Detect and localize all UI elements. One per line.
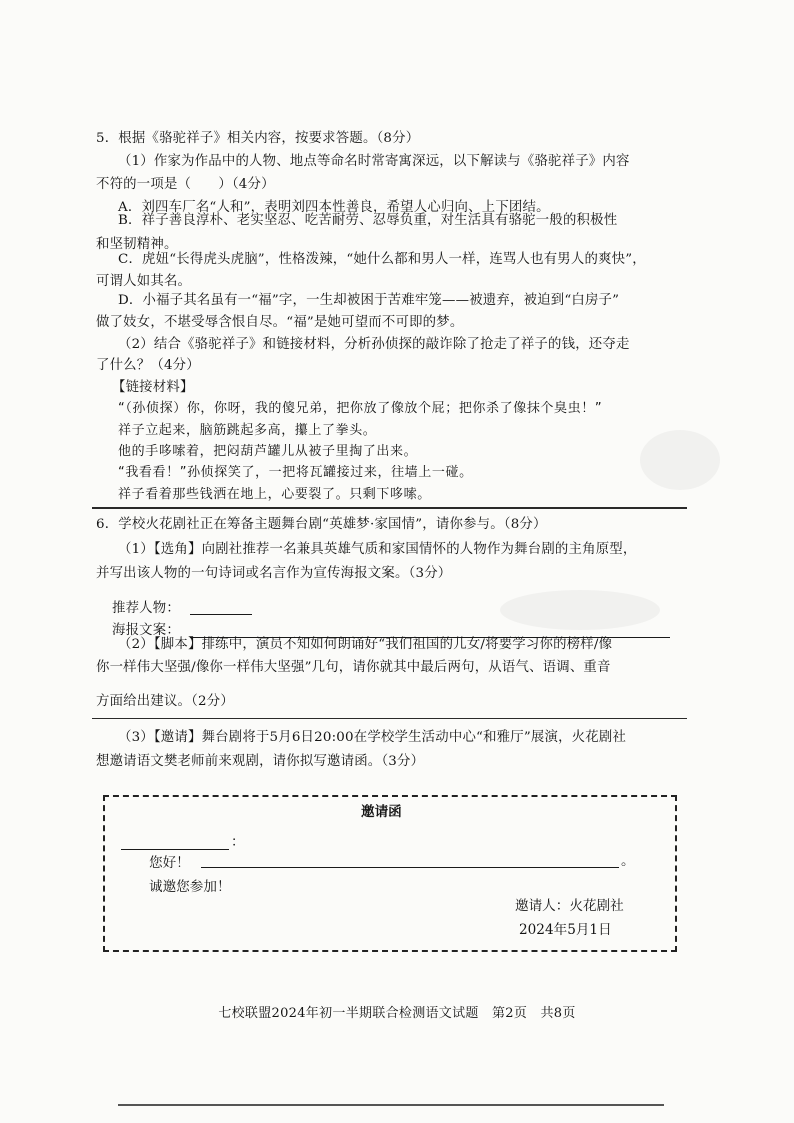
q5-part2-line2: 了什么？（4分） (96, 358, 200, 373)
section-divider (92, 718, 687, 719)
q5-part1-line2: 不符的一项是（ ）（4分） (96, 177, 275, 192)
material-line: 祥子立起来，脑筋跳起多高，攥上了拳头。 (118, 423, 377, 438)
invitation-date: 2024年5月1日 (519, 922, 612, 938)
q5-option-d-line2: 做了妓女，不堪受辱含恨自尽。“福”是她可望而不可即的梦。 (96, 315, 464, 330)
q5-option-c-line2: 可谓人如其名。 (96, 274, 192, 289)
poster-label: 海报文案： (112, 623, 180, 638)
q5-option-b-line2: 和坚韧精神。 (96, 237, 178, 252)
invitation-title: 邀请函 (361, 804, 402, 820)
body-period: 。 (621, 853, 635, 869)
q5-option-d-line1: D．小福子其名虽有一“福”字，一生却被困于苦难牢笼——被遗弃，被迫到“白房子” (118, 293, 620, 308)
q5-part2-line1: （2）结合《骆驼祥子》和链接材料，分析孙侦探的敲诈除了抢走了祥子的钱，还夺走 (118, 337, 630, 352)
scan-edge (118, 1104, 664, 1106)
material-line: 他的手哆嗦着，把闷葫芦罐儿从被子里掏了出来。 (118, 444, 418, 459)
q6-part3-line1: （3）【邀请】舞台剧将于5月6日20:00在学校学生活动中心“和雅厅”展演，火花剧社 (118, 730, 627, 745)
q5-part1-line1: （1）作家为作品中的人物、地点等命名时常寄寓深远，以下解读与《骆驼祥子》内容 (118, 154, 630, 169)
material-line: “我看看！”孙侦探笑了，一把将瓦罐接过来，往墙上一碰。 (118, 465, 473, 480)
recommend-label: 推荐人物： (112, 601, 180, 616)
q6-part2-line1: （2）【脚本】排练中，演员不知如何朗诵好“我们祖国的儿女/将要学习你的榜样/像 (118, 637, 613, 652)
q6-part1-line1: （1）【选角】向剧社推荐一名兼具英雄气质和家国情怀的人物作为舞台剧的主角原型， (118, 542, 637, 557)
recipient-line[interactable] (121, 849, 229, 850)
scan-smudge (500, 590, 660, 630)
invitation-box (103, 795, 677, 952)
closing-line: 诚邀您参加！ (149, 879, 231, 895)
q6-part2-line3: 方面给出建议。（2分） (96, 694, 234, 709)
q6-part1-line2: 并写出该人物的一句诗词或名言作为宣传海报文案。（3分） (96, 566, 452, 581)
material-line: 祥子看着那些钱洒在地上，心要裂了。只剩下哆嗦。 (118, 487, 431, 502)
q5-title: 5．根据《骆驼祥子》相关内容，按要求答题。（8分） (96, 131, 420, 146)
scan-smudge (640, 430, 720, 490)
link-material-heading: 【链接材料】 (112, 380, 194, 395)
q5-option-c-line1: C．虎妞“长得虎头虎脑”，性格泼辣，“她什么都和男人一样，连骂人也有男人的爽快”， (118, 252, 646, 267)
material-line: “（孙侦探）你，你呀，我的傻兄弟，把你放了像放个屁；把你杀了像抹个臭虫！” (118, 401, 603, 416)
recipient-colon: ： (231, 834, 245, 850)
q6-part2-line2: 你一样伟大坚强/像你一样伟大坚强”几句，请你就其中最后两句，从语气、语调、重音 (96, 660, 611, 675)
inviter: 邀请人：火花剧社 (515, 898, 624, 914)
q6-title: 6．学校火花剧社正在筹备主题舞台剧“英雄梦·家国情”，请你参与。（8分） (96, 517, 547, 532)
q5-option-a: A．刘四车厂名“人和”，表明刘四本性善良，希望人心归向、上下团结。 (118, 200, 550, 215)
recommend-answer-line[interactable] (190, 614, 252, 615)
q5-option-b-line1: B．祥子善良淳朴、老实坚忍、吃苦耐劳、忍辱负重，对生活具有骆驼一般的积极性 (118, 213, 618, 228)
invitation-body-line[interactable] (201, 867, 619, 868)
page-footer: 七校联盟2024年初一半期联合检测语文试题 第2页 共8页 (218, 1006, 576, 1021)
section-divider (92, 507, 687, 509)
greeting: 您好！ (149, 855, 190, 871)
q6-part3-line2: 想邀请语文樊老师前来观剧，请你拟写邀请函。（3分） (96, 754, 425, 769)
